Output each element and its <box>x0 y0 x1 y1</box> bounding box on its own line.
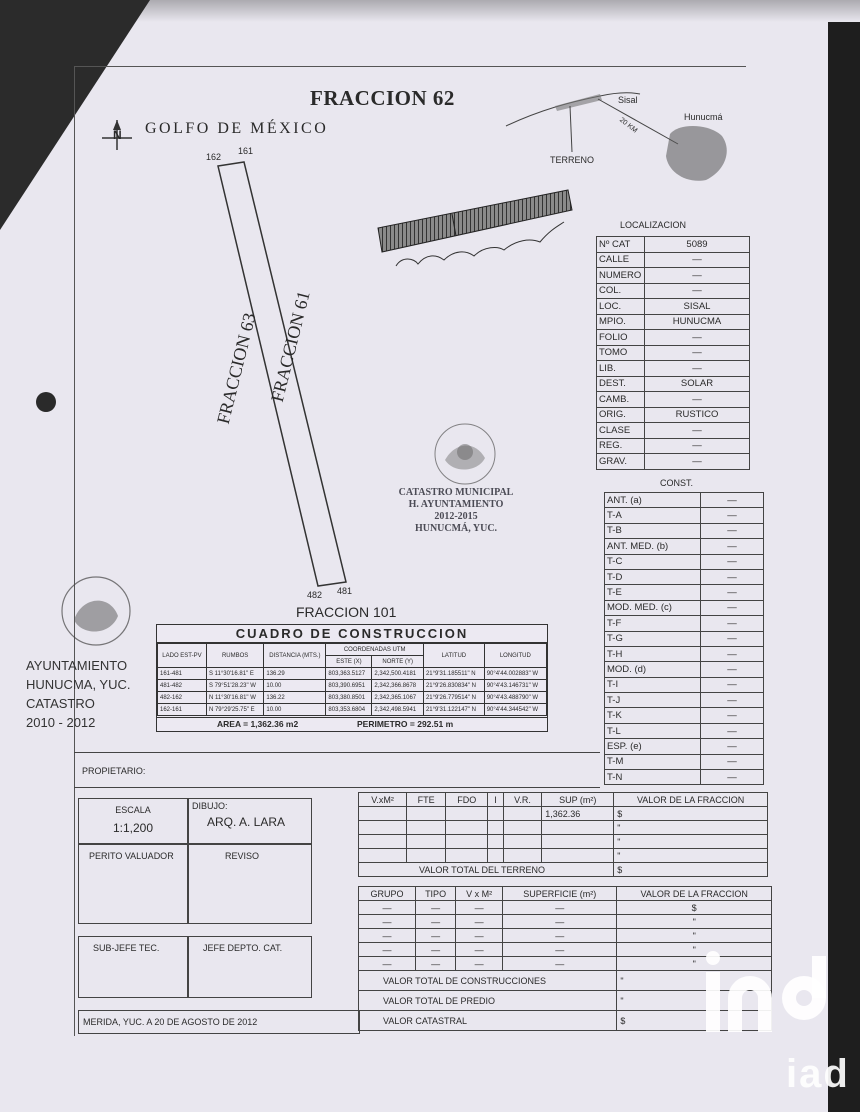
iad-brand-text: iad <box>786 1052 850 1096</box>
jefe-box <box>188 936 312 998</box>
reviso-label: REVISO <box>225 851 260 861</box>
construcciones-cell: — <box>416 957 456 971</box>
terreno-cell <box>488 835 503 849</box>
terreno-cell <box>503 835 541 849</box>
perito-box <box>78 844 188 924</box>
subjefe-label: SUB-JEFE TEC. <box>93 943 160 953</box>
localizacion-row <box>597 392 750 408</box>
const-row <box>605 569 764 584</box>
localizacion-label: CALLE <box>597 252 645 268</box>
stamp-left-line2: HUNUCMA, YUC. <box>26 677 131 692</box>
const-row <box>605 708 764 723</box>
const-row <box>605 754 764 769</box>
const-value: — <box>701 770 764 785</box>
terreno-cell: " <box>614 821 768 835</box>
cuadro-cell-lado: 161-481 <box>158 668 207 680</box>
construcciones-cell: — <box>456 901 503 915</box>
terreno-cell <box>359 835 407 849</box>
localizacion-row <box>597 438 750 454</box>
terreno-cell <box>503 821 541 835</box>
page-title: FRACCION 62 <box>310 86 455 110</box>
localizacion-label: CAMB. <box>597 392 645 408</box>
const-value: — <box>701 523 764 538</box>
col-norte: NORTE (Y) <box>372 656 424 668</box>
const-value: — <box>701 646 764 661</box>
cuadro-cell-rumbo: N 11°30'16.81" W <box>206 692 263 704</box>
terreno-header: V.R. <box>503 793 541 807</box>
vertex-481: 481 <box>337 586 353 596</box>
construcciones-cell: — <box>503 943 617 957</box>
const-label: ESP. (e) <box>605 739 701 754</box>
localizacion-value: RUSTICO <box>645 407 750 423</box>
cuadro-construccion <box>156 624 548 732</box>
localizacion-row <box>597 252 750 268</box>
fecha-box <box>78 1010 360 1034</box>
stamp-center <box>392 487 520 535</box>
const-value: — <box>701 631 764 646</box>
localizacion-value: HUNUCMA <box>645 314 750 330</box>
localizacion-row <box>597 361 750 377</box>
const-label: T-J <box>605 693 701 708</box>
construcciones-cell: — <box>359 957 416 971</box>
terreno-cell: 1,362.36 <box>542 807 614 821</box>
terreno-cell <box>488 821 503 835</box>
localizacion-row <box>597 314 750 330</box>
terreno-header: V.xM² <box>359 793 407 807</box>
terreno-header: VALOR DE LA FRACCION <box>614 793 768 807</box>
cuadro-cell-lat: 21°9'31.185511" N <box>423 668 484 680</box>
stamp-center-line2: H. AYUNTAMIENTO <box>408 499 504 510</box>
const-label: ANT. MED. (b) <box>605 539 701 554</box>
localizacion-label: ORIG. <box>597 407 645 423</box>
cuadro-cell-lon: 90°4'43.488790" W <box>484 692 546 704</box>
terreno-cell <box>407 821 446 835</box>
construcciones-cell: — <box>503 929 617 943</box>
localizacion-value: — <box>645 392 750 408</box>
terreno-header: SUP (m²) <box>542 793 614 807</box>
const-value: — <box>701 754 764 769</box>
construcciones-cell: — <box>359 929 416 943</box>
fraccion-61-label: FRACCION 61 <box>266 288 314 404</box>
map-distance-label: 20 KM <box>617 116 639 135</box>
cuadro-row <box>158 692 547 704</box>
cuadro-cell-lat: 21°9'31.122147" N <box>423 704 484 716</box>
terreno-cell: " <box>614 849 768 863</box>
localizacion-value: SOLAR <box>645 376 750 392</box>
const-value: — <box>701 708 764 723</box>
cuadro-cell-dist: 10.00 <box>264 704 326 716</box>
terreno-row <box>359 821 768 835</box>
scan-shadow-right <box>828 22 860 1112</box>
const-row <box>605 723 764 738</box>
col-este: ESTE (X) <box>326 656 372 668</box>
terreno-cell <box>407 835 446 849</box>
terreno-row <box>359 807 768 821</box>
construcciones-cell: " <box>617 957 772 971</box>
terreno-cell <box>446 807 488 821</box>
localizacion-row <box>597 345 750 361</box>
cuadro-cell-norte: 2,342,365.1067 <box>372 692 424 704</box>
localizacion-row <box>597 454 750 470</box>
const-row <box>605 739 764 754</box>
const-value: — <box>701 739 764 754</box>
const-value: — <box>701 585 764 600</box>
construcciones-cell: — <box>416 901 456 915</box>
col-latitud: LATITUD <box>423 644 484 668</box>
const-row <box>605 770 764 785</box>
localizacion-label: TOMO <box>597 345 645 361</box>
const-row <box>605 554 764 569</box>
terreno-cell <box>446 821 488 835</box>
localizacion-row <box>597 376 750 392</box>
const-row <box>605 600 764 615</box>
cuadro-cell-lon: 90°4'43.146731" W <box>484 680 546 692</box>
const-table <box>604 492 764 785</box>
localizacion-row <box>597 330 750 346</box>
localizacion-value: — <box>645 252 750 268</box>
cuadro-cell-rumbo: S 79°51'28.23" W <box>206 680 263 692</box>
localizacion-heading: LOCALIZACION <box>620 220 687 230</box>
localizacion-value: SISAL <box>645 299 750 315</box>
localizacion-label: CLASE <box>597 423 645 439</box>
localizacion-label: COL. <box>597 283 645 299</box>
construcciones-header: V x M² <box>456 887 503 901</box>
construcciones-cell: $ <box>617 901 772 915</box>
construcciones-row <box>359 915 772 929</box>
cuadro-cell-lon: 90°4'44.002883" W <box>484 668 546 680</box>
fraccion-63-label: FRACCION 63 <box>212 310 260 426</box>
escala-value: 1:1,200 <box>112 821 154 835</box>
vertex-162: 162 <box>206 152 222 162</box>
terreno-total-row <box>359 863 768 877</box>
stamp-left-line4: 2010 - 2012 <box>26 715 96 730</box>
localizacion-label: REG. <box>597 438 645 454</box>
construcciones-cell: — <box>503 957 617 971</box>
cuadro-cell-norte: 2,342,366.8678 <box>372 680 424 692</box>
const-label: T-D <box>605 569 701 584</box>
construcciones-cell: — <box>456 943 503 957</box>
subjefe-box <box>78 936 188 998</box>
const-value: — <box>701 677 764 692</box>
const-row <box>605 662 764 677</box>
const-value: — <box>701 569 764 584</box>
terreno-cell <box>446 835 488 849</box>
cuadro-cell-lado: 482-162 <box>158 692 207 704</box>
cuadro-row <box>158 668 547 680</box>
terreno-cell <box>359 807 407 821</box>
const-label: T-I <box>605 677 701 692</box>
construcciones-header: SUPERFICIE (m²) <box>503 887 617 901</box>
localizacion-value: — <box>645 361 750 377</box>
cuadro-cell-dist: 136.29 <box>264 668 326 680</box>
localizacion-value: 5089 <box>645 237 750 253</box>
propietario-box <box>74 752 600 788</box>
const-value: — <box>701 616 764 631</box>
construcciones-cell: — <box>359 943 416 957</box>
construcciones-row <box>359 901 772 915</box>
escala-label: ESCALA <box>115 805 151 815</box>
const-label: T-G <box>605 631 701 646</box>
col-distancia: DISTANCIA (MTS.) <box>264 644 326 668</box>
const-value: — <box>701 600 764 615</box>
construcciones-header: TIPO <box>416 887 456 901</box>
jefe-label: JEFE DEPTO. CAT. <box>203 943 283 953</box>
terreno-cell <box>359 849 407 863</box>
vertex-482: 482 <box>307 590 323 600</box>
fraccion-101-label: FRACCION 101 <box>296 604 397 620</box>
terreno-cell <box>488 807 503 821</box>
construcciones-cell: — <box>359 901 416 915</box>
north-label: N <box>113 128 122 142</box>
terreno-row <box>359 835 768 849</box>
localizacion-row <box>597 299 750 315</box>
dibujo-label: DIBUJO: <box>192 801 228 811</box>
localizacion-value: — <box>645 345 750 361</box>
construcciones-total-value: " <box>617 991 772 1011</box>
localizacion-row <box>597 423 750 439</box>
col-rumbos: RUMBOS <box>206 644 263 668</box>
const-value: — <box>701 662 764 677</box>
const-label: T-E <box>605 585 701 600</box>
perimetro-value: PERIMETRO = 292.51 m <box>357 719 454 729</box>
const-label: T-B <box>605 523 701 538</box>
map-terrain-label: TERRENO <box>550 155 595 165</box>
construcciones-cell: — <box>503 901 617 915</box>
construcciones-cell: — <box>503 915 617 929</box>
const-value: — <box>701 493 764 508</box>
terreno-cell <box>542 849 614 863</box>
iad-logo-icon <box>700 950 850 1040</box>
dibujo-box <box>188 798 312 844</box>
terreno-cell <box>542 821 614 835</box>
const-value: — <box>701 723 764 738</box>
localizacion-value: — <box>645 268 750 284</box>
localizacion-value: — <box>645 330 750 346</box>
construcciones-header: GRUPO <box>359 887 416 901</box>
terreno-table <box>358 792 768 877</box>
localizacion-value: — <box>645 423 750 439</box>
const-row <box>605 585 764 600</box>
construcciones-header: VALOR DE LA FRACCION <box>617 887 772 901</box>
construcciones-cell: — <box>359 915 416 929</box>
const-label: T-H <box>605 646 701 661</box>
localizacion-label: LOC. <box>597 299 645 315</box>
const-value: — <box>701 539 764 554</box>
col-lado: LADO EST-PV <box>158 644 207 668</box>
const-row <box>605 646 764 661</box>
cuadro-cell-lat: 21°9'26.830834" N <box>423 680 484 692</box>
terreno-header: FDO <box>446 793 488 807</box>
propietario-label: PROPIETARIO: <box>82 766 146 776</box>
construcciones-cell: — <box>416 915 456 929</box>
terreno-cell <box>359 821 407 835</box>
vertex-161: 161 <box>238 146 254 156</box>
cuadro-cell-norte: 2,342,498.5941 <box>372 704 424 716</box>
localizacion-value: — <box>645 283 750 299</box>
const-label: T-F <box>605 616 701 631</box>
construcciones-cell: — <box>416 943 456 957</box>
const-label: T-M <box>605 754 701 769</box>
localizacion-label: DEST. <box>597 376 645 392</box>
const-row <box>605 493 764 508</box>
stamp-left-line3: CATASTRO <box>26 696 95 711</box>
localizacion-label: MPIO. <box>597 314 645 330</box>
escala-box <box>78 798 188 844</box>
stamp-center-line3: 2012-2015 <box>434 511 478 522</box>
const-label: ANT. (a) <box>605 493 701 508</box>
stamp-left <box>26 656 131 732</box>
localizacion-value: — <box>645 438 750 454</box>
stamp-left-line1: AYUNTAMIENTO <box>26 658 128 673</box>
const-row <box>605 631 764 646</box>
const-heading: CONST. <box>660 478 694 488</box>
cuadro-cell-lado: 481-482 <box>158 680 207 692</box>
localizacion-label: GRAV. <box>597 454 645 470</box>
cuadro-cell-norte: 2,342,500.4181 <box>372 668 424 680</box>
fecha-text: MERIDA, YUC. A 20 DE AGOSTO DE 2012 <box>83 1017 258 1027</box>
municipal-seal-icon <box>420 412 510 492</box>
terreno-header: I <box>488 793 503 807</box>
localizacion-table <box>596 236 750 470</box>
construcciones-cell: " <box>617 943 772 957</box>
terreno-header-row <box>359 793 768 807</box>
cuadro-cell-rumbo: N 79°29'25.75" E <box>206 704 263 716</box>
stamp-center-line1: CATASTRO MUNICIPAL <box>398 487 514 498</box>
construcciones-cell: — <box>456 915 503 929</box>
terreno-total-label: VALOR TOTAL DEL TERRENO <box>359 863 614 877</box>
gulf-label: GOLFO DE MÉXICO <box>145 120 329 137</box>
localizacion-value: — <box>645 454 750 470</box>
construcciones-total-value: $ <box>617 1011 772 1031</box>
localizacion-row <box>597 407 750 423</box>
const-label: MOD. MED. (c) <box>605 600 701 615</box>
const-row <box>605 677 764 692</box>
construcciones-cell: " <box>617 929 772 943</box>
const-label: T-K <box>605 708 701 723</box>
construcciones-total-label: VALOR TOTAL DE PREDIO <box>359 991 617 1011</box>
terreno-cell <box>503 849 541 863</box>
cuadro-cell-este: 803,363.5127 <box>326 668 372 680</box>
stamp-center-line4: HUNUCMÁ, YUC. <box>414 523 498 534</box>
map-place-label: Sisal <box>618 95 638 105</box>
construcciones-header-row <box>359 887 772 901</box>
construcciones-row <box>359 929 772 943</box>
const-value: — <box>701 508 764 523</box>
construcciones-cell: " <box>617 915 772 929</box>
col-coordenadas: COORDENADAS UTM <box>326 644 424 656</box>
cuadro-cell-lon: 90°4'44.344542" W <box>484 704 546 716</box>
terreno-row <box>359 849 768 863</box>
cuadro-cell-este: 803,390.6951 <box>326 680 372 692</box>
construcciones-total-label: VALOR CATASTRAL <box>359 1011 617 1031</box>
cuadro-cell-este: 803,353.6804 <box>326 704 372 716</box>
cuadro-cell-lat: 21°9'26.779514" N <box>423 692 484 704</box>
const-label: T-A <box>605 508 701 523</box>
localizacion-label: NUMERO <box>597 268 645 284</box>
cuadro-cell-rumbo: S 11°30'16.81" E <box>206 668 263 680</box>
coastline-hatch <box>374 186 574 276</box>
cuadro-title: CUADRO DE CONSTRUCCION <box>157 625 547 643</box>
cuadro-cell-dist: 136.22 <box>264 692 326 704</box>
terreno-cell <box>446 849 488 863</box>
cuadro-cell-este: 803,380.8501 <box>326 692 372 704</box>
const-label: T-C <box>605 554 701 569</box>
construcciones-cell: — <box>456 929 503 943</box>
localizacion-label: LIB. <box>597 361 645 377</box>
construcciones-total-label: VALOR TOTAL DE CONSTRUCCIONES <box>359 971 617 991</box>
area-value: AREA = 1,362.36 m2 <box>217 719 299 729</box>
localizacion-label: Nº CAT <box>597 237 645 253</box>
localizacion-label: FOLIO <box>597 330 645 346</box>
const-row <box>605 616 764 631</box>
cuadro-row <box>158 680 547 692</box>
const-value: — <box>701 693 764 708</box>
construcciones-cell: — <box>456 957 503 971</box>
const-row <box>605 539 764 554</box>
punch-hole <box>36 392 56 412</box>
col-longitud: LONGITUD <box>484 644 546 668</box>
const-row <box>605 523 764 538</box>
const-row <box>605 508 764 523</box>
left-seal-icon <box>56 566 136 656</box>
dibujo-value: ARQ. A. LARA <box>207 815 286 829</box>
terreno-header: FTE <box>407 793 446 807</box>
localizacion-row <box>597 268 750 284</box>
const-row <box>605 693 764 708</box>
terreno-cell: $ <box>614 807 768 821</box>
terreno-cell: " <box>614 835 768 849</box>
const-label: MOD. (d) <box>605 662 701 677</box>
cuadro-row <box>158 704 547 716</box>
localizacion-row <box>597 283 750 299</box>
const-value: — <box>701 554 764 569</box>
terreno-total-value: $ <box>614 863 768 877</box>
terreno-cell <box>488 849 503 863</box>
perito-label: PERITO VALUADOR <box>89 851 174 861</box>
reviso-box <box>188 844 312 924</box>
terreno-cell <box>503 807 541 821</box>
terreno-cell <box>407 807 446 821</box>
const-label: T-N <box>605 770 701 785</box>
cuadro-cell-dist: 10.00 <box>264 680 326 692</box>
construcciones-total-value: " <box>617 971 772 991</box>
terreno-cell <box>542 835 614 849</box>
map-town-label: Hunucmá <box>684 112 723 122</box>
construcciones-cell: — <box>416 929 456 943</box>
cuadro-cell-lado: 162-161 <box>158 704 207 716</box>
terreno-cell <box>407 849 446 863</box>
localizacion-row <box>597 237 750 253</box>
const-label: T-L <box>605 723 701 738</box>
